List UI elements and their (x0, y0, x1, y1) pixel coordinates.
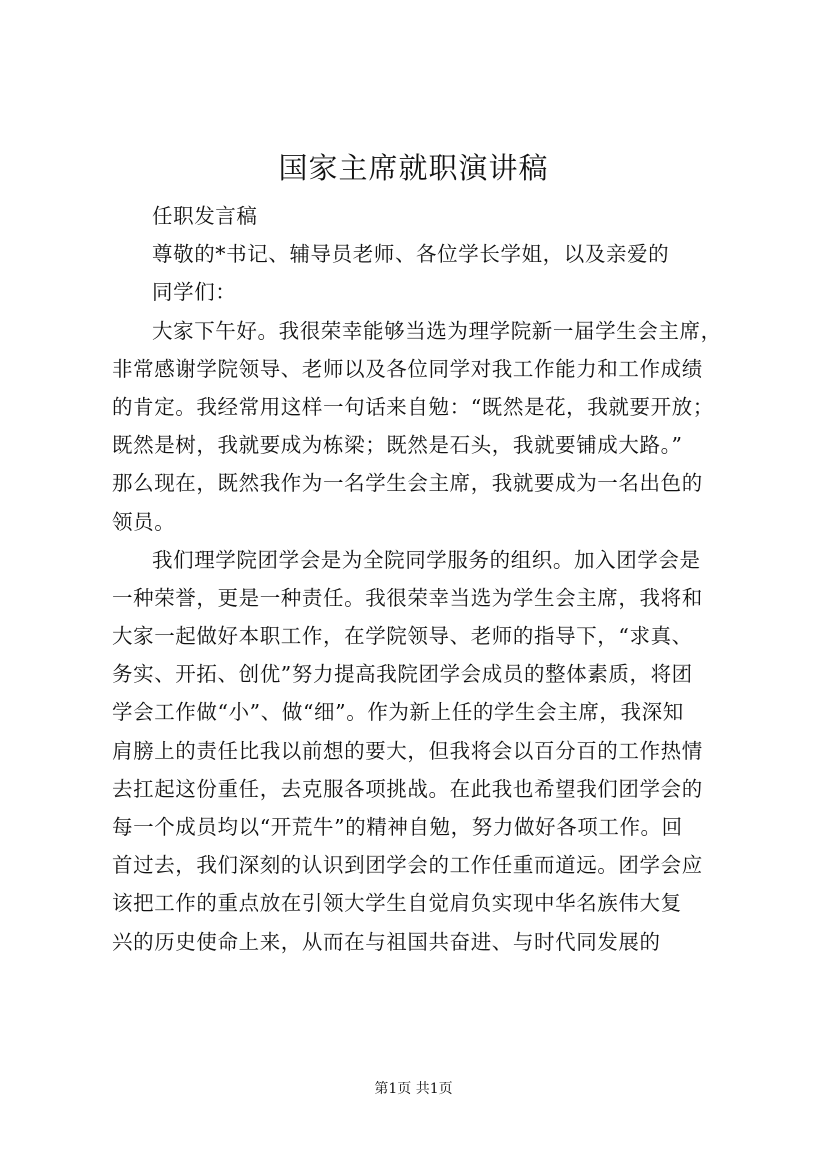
document-body (112, 197, 732, 961)
text-line: 学会工作做“小”、做“细”。作为新上任的学生会主席，我深知 (112, 700, 684, 725)
text-line: 既然是树，我就要成为栋梁；既然是石头，我就要铺成大路。” (112, 433, 683, 458)
text-line: 非常感谢学院领导、老师以及各位同学对我工作能力和工作成绩 (112, 356, 703, 381)
text-line: 尊敬的*书记、辅导员老师、各位学长学姐，以及亲爱的 (152, 242, 670, 267)
text-line: 我们理学院团学会是为全院同学服务的组织。加入团学会是 (152, 547, 701, 572)
text-line: 任职发言稿 (152, 204, 258, 228)
text-line: 那么现在，既然我作为一名学生会主席，我就要成为一名出色的 (112, 471, 703, 496)
document-title: 国家主席就职演讲稿 (278, 151, 549, 185)
page-footer: 第1页 共1页 (374, 1081, 453, 1097)
text-line: 务实、开拓、创优”努力提高我院团学会成员的整体素质，将团 (112, 662, 693, 687)
text-line: 该把工作的重点放在引领大学生自觉肩负实现中华名族伟大复 (112, 891, 682, 916)
text-line: 大家一起做好本职工作，在学院领导、老师的指导下，“求真、 (112, 624, 693, 649)
text-line: 大家下午好。我很荣幸能够当选为理学院新一届学生会主席， (152, 318, 722, 343)
text-line: 领员。 (112, 509, 176, 534)
text-line: 首过去，我们深刻的认识到团学会的工作任重而道远。团学会应 (112, 853, 703, 878)
text-line: 一种荣誉，更是一种责任。我很荣幸当选为学生会主席，我将和 (112, 585, 703, 610)
text-line: 同学们： (152, 280, 237, 305)
text-line: 兴的历史使命上来，从而在与祖国共奋进、与时代同发展的 (112, 929, 661, 954)
text-line: 去扛起这份重任，去克服各项挑战。在此我也希望我们团学会的 (112, 776, 703, 801)
text-line: 的肯定。我经常用这样一句话来自勉：“既然是花，我就要开放； (112, 394, 714, 419)
text-line: 肩膀上的责任比我以前想的要大，但我将会以百分百的工作热情 (112, 738, 703, 763)
text-line: 每一个成员均以“开荒牛”的精神自勉，努力做好各项工作。回 (112, 815, 683, 839)
